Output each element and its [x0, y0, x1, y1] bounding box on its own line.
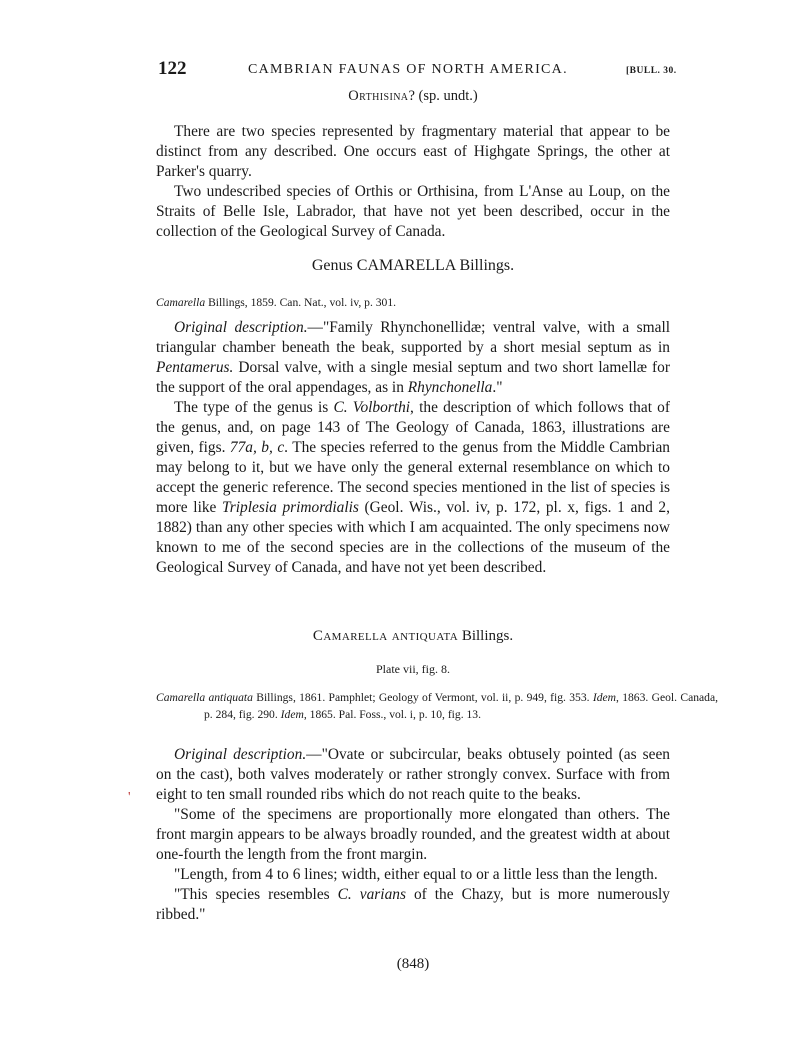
genus-heading-name: CAMARELLA	[356, 257, 456, 274]
genus-type-figs: 77a, b, c	[229, 439, 285, 456]
genus-orig-rhynchonella: Rhynchonella	[407, 379, 493, 396]
genus-heading-pre: Genus	[311, 257, 357, 274]
genus-citation-name: Camarella	[156, 296, 206, 309]
antiquata-heading-post: Billings.	[458, 628, 514, 644]
antiquata-heading-name: Camarella antiquata	[312, 628, 459, 644]
para4-b: of the Chazy, but is more numerously ribbed."	[156, 886, 671, 923]
genus-text	[156, 318, 670, 578]
antiquata-heading	[156, 628, 670, 645]
orthisina-heading-name: Orthisina	[348, 88, 409, 104]
stray-mark: '	[128, 790, 131, 805]
genus-orig-c: ."	[492, 379, 503, 396]
genus-heading-post: Billings.	[455, 257, 515, 274]
synonymy-idem-2: Idem	[280, 708, 304, 721]
antiquata-paragraph-2: "Some of the specimens are proportionally more elongated than others. The front margin appears to be always broadly rounded, and the greatest width at about one-fourth the length from the front margin.	[156, 806, 670, 863]
synonymy-c: , 1865. Pal. Foss., vol. i, p. 10, fig. 13.	[303, 708, 481, 721]
genus-type-d: (Geol. Wis., vol. iv, p. 172, pl. x, figs. 1 and 2, 1882) than any other species with which I am acquainted. The only specimens now known to me of the second species are in the collections of the museum of the Geological Survey of Canada, and have not yet been described.	[156, 499, 670, 576]
genus-type-volborthi: C. Volborthi	[333, 399, 411, 416]
synonymy-b: , 1863. Geol. Canada, p. 284, fig. 290.	[204, 691, 718, 721]
genus-type-c: . The species referred to the genus from the Middle Cambrian may belong to it, but we have only the general external resemblance on which to accept the generic reference. The second species mentioned in the list of species is more like	[156, 439, 670, 516]
antiquata-paragraph-3: "Length, from 4 to 6 lines; width, either equal to or a little less than the length.	[174, 866, 658, 883]
running-title: CAMBRIAN FAUNAS OF NORTH AMERICA.	[248, 62, 568, 77]
genus-type-b: , the description of which follows that of the genus, and, on page 143 of The Geology of Canada, 1863, illustrations are given, figs.	[156, 399, 670, 456]
para4-a: "This species resembles	[174, 886, 338, 903]
genus-original-description	[156, 318, 670, 398]
orthisina-paragraph-1: There are two species represented by fragmentary material that appear to be distinct from any described. One occurs east of Highgate Springs, the other at Parker's quarry.	[156, 123, 670, 180]
genus-heading	[156, 257, 670, 275]
genus-citation-rest: Billings, 1859. Can. Nat., vol. iv, p. 301.	[205, 296, 397, 309]
antiquata-text	[156, 745, 670, 925]
orthisina-paragraph-2: Two undescribed species of Orthis or Orthisina, from L'Anse au Loup, on the Straits of Belle Isle, Labrador, that have not yet been described, occur in the collection of the Geological Survey of Canada.	[156, 183, 670, 240]
antiquata-orig-text: —"Ovate or subcircular, beaks obtusely pointed (as seen on the cast), both valves moderately or rather strongly convex. Surface with from eight to ten small rounded ribs which do not reach quite to the beaks.	[156, 746, 670, 803]
genus-orig-b: Dorsal valve, with a single mesial septum and two short lamellæ for the support of the oral appendages, as in	[156, 359, 670, 396]
synonymy-a: Billings, 1861. Pamphlet; Geology of Vermont, vol. ii, p. 949, fig. 353.	[252, 691, 593, 704]
synonymy-name: Camarella antiquata	[156, 691, 253, 704]
antiquata-synonymy	[156, 689, 718, 723]
synonymy-idem-1: Idem	[592, 691, 617, 704]
plate-reference: Plate vii, fig. 8.	[376, 662, 450, 676]
orthisina-text	[156, 122, 670, 242]
genus-type-triplesia: Triplesia primordialis	[222, 499, 359, 516]
signature-number: (848)	[396, 956, 430, 972]
genus-type-paragraph	[156, 398, 670, 578]
bulletin-number: [BULL. 30.	[626, 66, 677, 76]
genus-orig-pentamerus: Pentamerus.	[156, 359, 234, 376]
page-number: 122	[158, 58, 187, 79]
genus-orig-a: —"Family Rhynchonellidæ; ventral valve, with a small triangular chamber beneath the beak, supported by a short mesial septum as in	[156, 319, 670, 356]
para4-varians: C. varians	[337, 886, 406, 903]
orthisina-heading-rest: ? (sp. undt.)	[408, 88, 478, 104]
genus-orig-label: Original description.	[174, 319, 308, 336]
antiquata-orig-label: Original description.	[174, 746, 307, 763]
orthisina-heading	[156, 88, 670, 105]
genus-citation	[156, 294, 670, 311]
antiquata-paragraph-4	[156, 885, 670, 925]
running-head	[0, 58, 800, 82]
antiquata-original-description	[156, 745, 670, 805]
genus-type-a: The type of the genus is	[174, 399, 334, 416]
